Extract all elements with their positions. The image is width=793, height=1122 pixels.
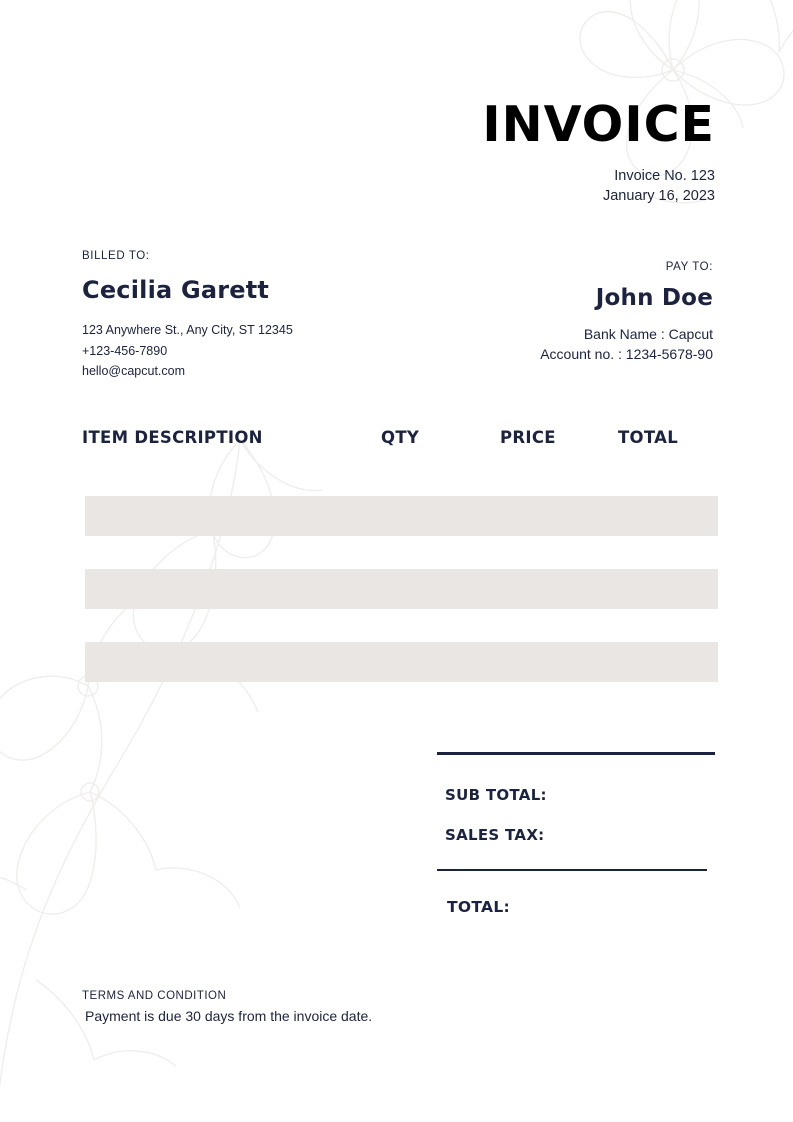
invoice-meta bbox=[482, 167, 715, 206]
billed-to-email: hello@capcut.com bbox=[82, 364, 186, 379]
table-row[interactable] bbox=[85, 642, 718, 682]
billed-to-phone: +123-456-7890 bbox=[82, 343, 168, 358]
grand-total-row bbox=[437, 898, 719, 916]
totals-bottom-divider bbox=[437, 869, 707, 871]
totals-top-divider bbox=[437, 752, 715, 755]
terms-text: Payment is due 30 days from the invoice date. bbox=[85, 1008, 373, 1024]
table-row[interactable] bbox=[85, 496, 718, 536]
table-row[interactable] bbox=[85, 569, 718, 609]
terms-label: TERMS AND CONDITION bbox=[82, 990, 227, 1002]
sub-total-label: SUB TOTAL: bbox=[445, 786, 547, 804]
grand-total-label: TOTAL: bbox=[447, 898, 510, 916]
page-title: INVOICE bbox=[482, 96, 715, 153]
sales-tax-row bbox=[437, 826, 719, 844]
pay-to-account-no: Account no. : 1234-5678-90 bbox=[540, 346, 713, 363]
column-header-price: PRICE bbox=[500, 428, 556, 447]
column-header-total: TOTAL bbox=[618, 428, 679, 447]
table-body bbox=[85, 496, 718, 715]
billed-to-address: 123 Anywhere St., Any City, ST 12345 bbox=[82, 323, 293, 337]
terms-block bbox=[82, 990, 372, 1024]
sub-total-row bbox=[437, 786, 719, 804]
column-header-description: ITEM DESCRIPTION bbox=[82, 428, 263, 447]
billed-to-details bbox=[82, 320, 293, 382]
invoice-header bbox=[482, 96, 715, 206]
pay-to-name: John Doe bbox=[595, 285, 713, 311]
invoice-date: January 16, 2023 bbox=[602, 187, 715, 204]
invoice-number: Invoice No. 123 bbox=[614, 168, 715, 184]
pay-to-block bbox=[540, 261, 713, 365]
pay-to-details bbox=[540, 324, 713, 365]
column-header-qty: QTY bbox=[381, 428, 420, 447]
billed-to-name: Cecilia Garett bbox=[82, 276, 270, 304]
totals-block bbox=[437, 752, 719, 916]
pay-to-bank-name: Bank Name : Capcut bbox=[583, 326, 713, 342]
sales-tax-label: SALES TAX: bbox=[445, 826, 545, 844]
pay-to-label: PAY TO: bbox=[665, 261, 713, 273]
billed-to-label: BILLED TO: bbox=[82, 250, 150, 262]
billed-to-block bbox=[82, 250, 293, 382]
